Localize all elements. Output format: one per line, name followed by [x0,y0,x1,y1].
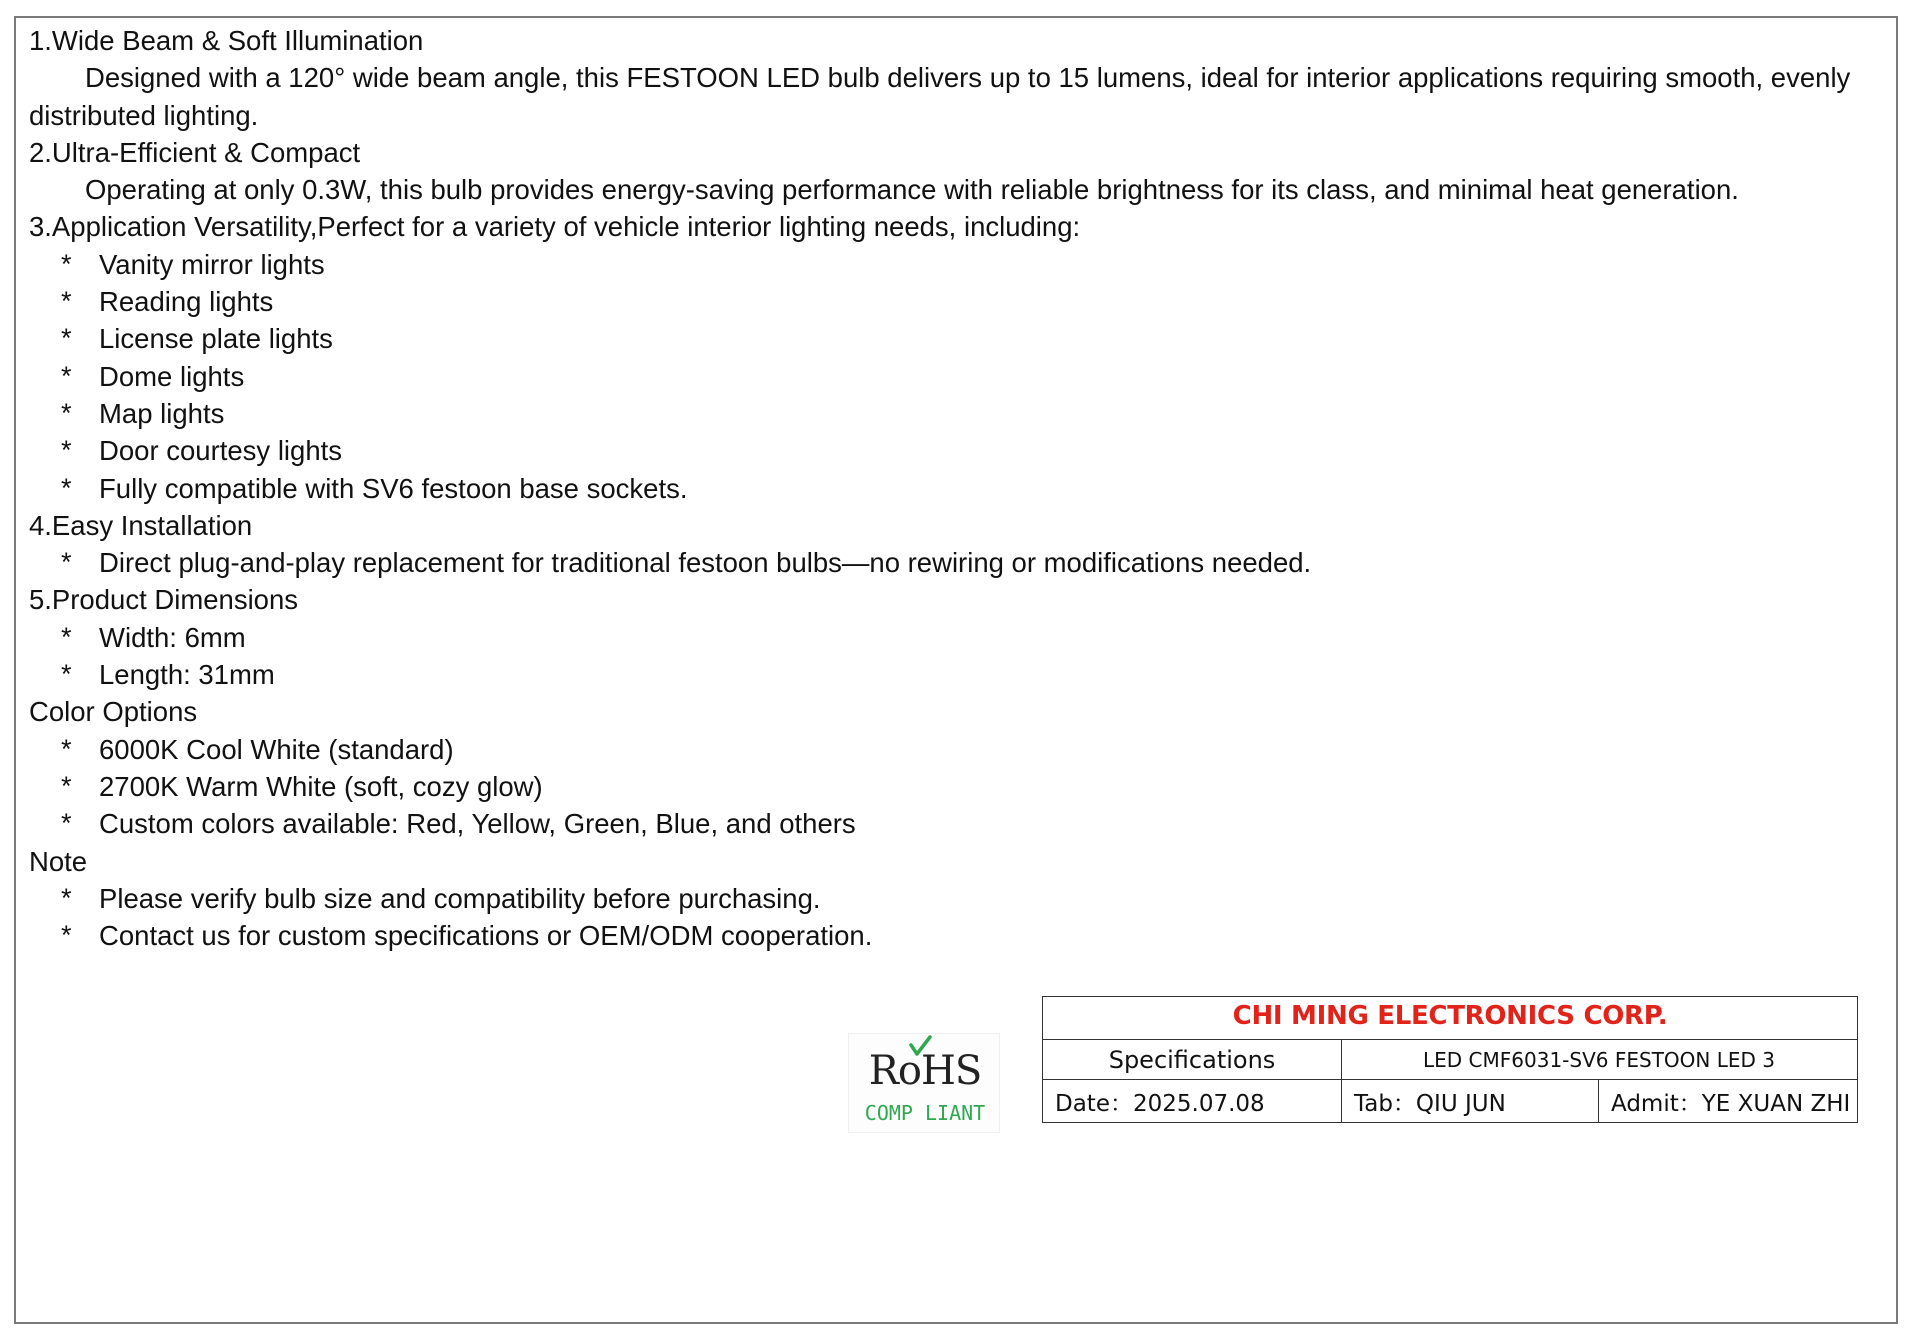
bullet-star-icon: * [61,435,72,466]
list-item-text: Dome lights [99,360,245,392]
section-heading: 1.Wide Beam & Soft Illumination [29,25,424,56]
list-item [29,395,1893,432]
bullet-star-icon: * [61,621,72,652]
section-heading: Note [29,845,88,877]
bullet-star-icon: * [61,920,72,951]
date-field: Date：2025.07.08 [1055,1090,1265,1117]
section-heading: 2.Ultra-Efficient & Compact [29,136,361,168]
rohs-logo-graphic [849,1034,1001,1134]
list-item-text: Reading lights [99,286,274,318]
bullet-star-icon: * [61,733,72,764]
section-heading: 5.Product Dimensions [29,584,299,616]
list-item [29,656,1893,693]
bullet-star-icon: * [61,472,72,503]
list-item [29,544,1893,581]
section-paragraph: Operating at only 0.3W, this bulb provides energy-saving performance with reliable brightness for its class, and minimal heat generation. [85,174,1739,206]
title-block-spec-row [1043,1040,1857,1080]
bullet-star-icon: * [61,397,72,428]
list-item-text: Fully compatible with SV6 festoon base sockets. [99,472,688,504]
list-item-text: Width: 6mm [99,621,246,653]
list-item-text: Vanity mirror lights [99,248,325,280]
list-item-text: 6000K Cool White (standard) [99,733,454,765]
list-item [29,246,1893,283]
list-item [29,320,1893,357]
tab-field: Tab：QIU JUN [1341,1080,1598,1122]
list-item-text: Door courtesy lights [99,435,343,467]
list-item [29,358,1893,395]
title-block-company-row [1043,997,1857,1040]
list-item-text: Length: 31mm [99,659,275,691]
bullet-star-icon: * [61,360,72,391]
list-item [29,470,1893,507]
bullet-star-icon: * [61,770,72,801]
section-paragraph: Designed with a 120° wide beam angle, this FESTOON LED bulb delivers up to 15 lumens, ideal for interior applications requiring smooth, evenly distributed lighting. [29,62,1851,131]
spec-value: LED CMF6031-SV6 FESTOON LED 3 [1341,1040,1856,1079]
list-item [29,768,1893,805]
title-block-meta-row [1043,1080,1857,1122]
list-item [29,432,1893,469]
bullet-star-icon: * [61,323,72,354]
company-name: CHI MING ELECTRONICS CORP. [1232,1001,1668,1031]
section-heading: 3.Application Versatility,Perfect for a variety of vehicle interior lighting needs, including: [29,211,1081,243]
list-item [29,619,1893,656]
list-item-text: License plate lights [99,323,333,355]
list-item-text: Custom colors available: Red, Yellow, Green, Blue, and others [99,808,856,840]
list-item [29,917,1893,954]
bullet-star-icon: * [61,547,72,578]
list-item [29,805,1893,842]
spec-label: Specifications [1108,1045,1276,1074]
list-item-text: Contact us for custom specifications or OEM/ODM cooperation. [99,920,873,952]
rohs-logo-top-text: RoHS [868,1048,982,1094]
rohs-logo-bottom-text: COMP LIANT [864,1101,986,1125]
bullet-star-icon: * [61,882,72,913]
bullet-star-icon: * [61,286,72,317]
title-block-table [1042,996,1858,1123]
list-item [29,880,1893,917]
list-item-text: Direct plug-and-play replacement for traditional festoon bulbs—no rewiring or modifications needed. [99,547,1312,579]
bullet-star-icon: * [61,659,72,690]
rohs-logo [848,1033,1000,1133]
list-item [29,283,1893,320]
list-item-text: Map lights [99,397,225,429]
bullet-star-icon: * [61,808,72,839]
list-item-text: 2700K Warm White (soft, cozy glow) [99,770,543,802]
list-item-text: Please verify bulb size and compatibility before purchasing. [99,882,821,914]
bullet-star-icon: * [61,248,72,279]
section-heading: 4.Easy Installation [29,509,253,541]
admit-field: Admit：YE XUAN ZHI [1598,1080,1856,1122]
list-item [29,731,1893,768]
section-heading: Color Options [29,696,198,728]
spec-content [29,22,1893,954]
